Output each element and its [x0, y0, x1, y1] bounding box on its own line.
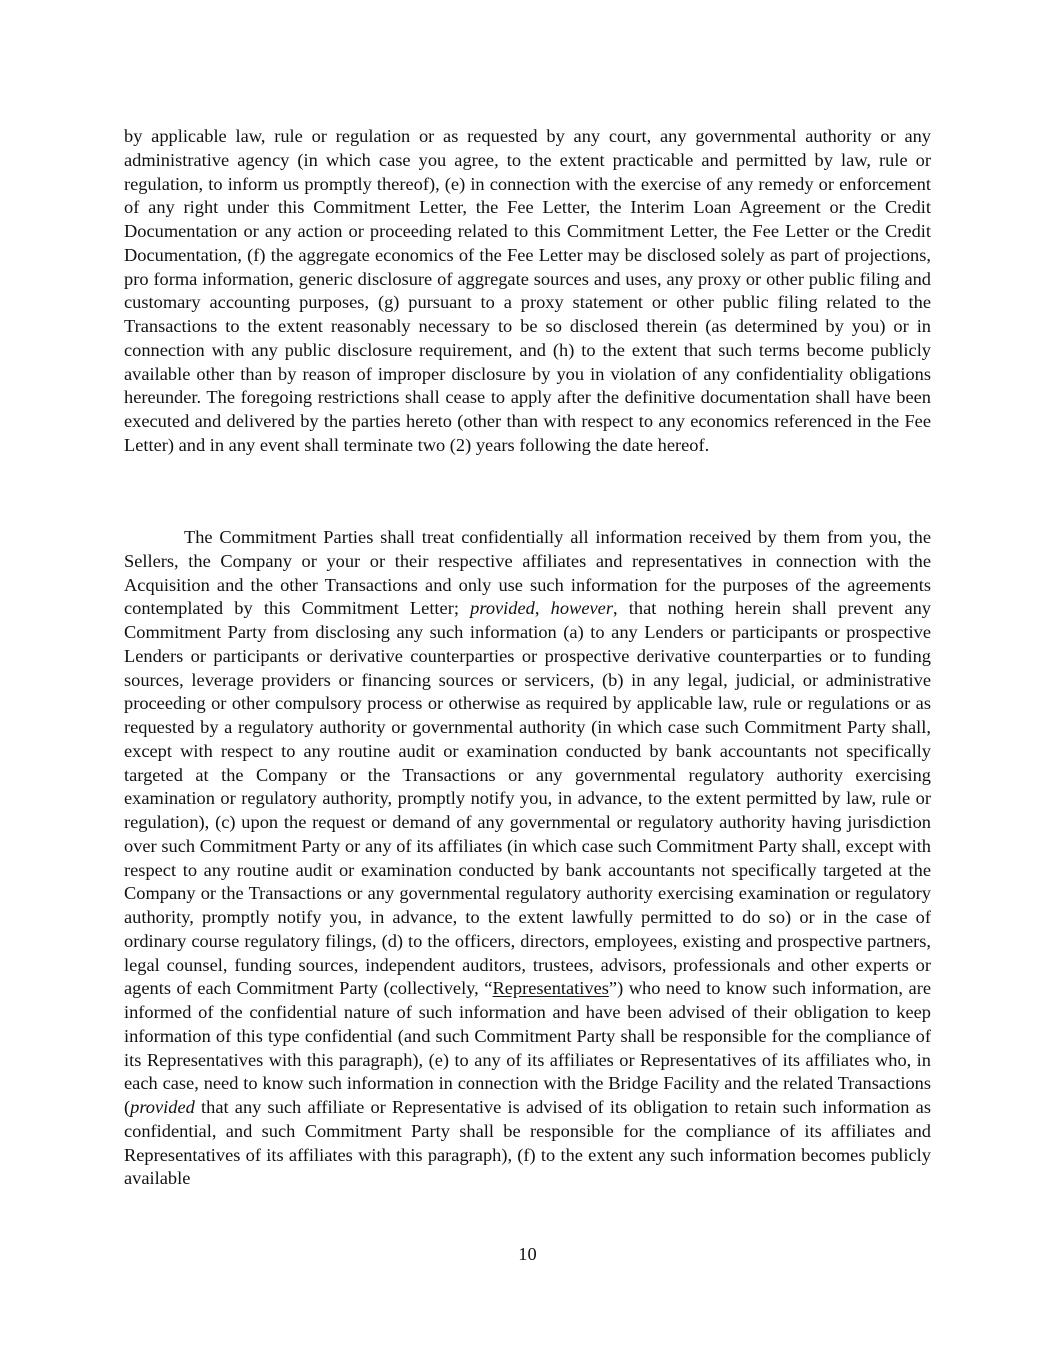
body-paragraph-1: by applicable law, rule or regulation or as requested by any court, any governmental authority or any administrative agency (in which case you agree, to the extent practicable and permitted by law, rule or regulation, to inform us promptly thereof), (e) in connection with the exercise of any remedy or enforcement of any right under this Commitment Letter, the Fee Letter, the Interim Loan Agreement or the Credit Documentation or any action or proceeding related to this Commitment Letter, the Fee Letter or the Credit Documentation, (f) the aggregate economics of the Fee Letter may be disclosed solely as part of projections, pro forma information, generic disclosure of aggregate sources and uses, any proxy or other public filing and customary accounting purposes, (g) pursuant to a proxy statement or other public filing related to the Transactions to the extent reasonably necessary to be so disclosed therein (as determined by you) or in connection with any public disclosure requirement, and (h) to the extent that such terms become publicly available other than by reason of improper disclosure by you in violation of any confidentiality obligations hereunder. The foregoing restrictions shall cease to apply after the definitive documentation shall have been executed and delivered by the parties hereto (other than with respect to any economics referenced in the Fee Letter) and in any event shall terminate two (2) years following the date hereof.	[124, 126, 931, 455]
paragraph-text: ”) who need to know such information, are informed of the confidential nature of such information and have been advised of their obligation to keep information of this type confidential (and such Commitment Party shall be responsible for the compliance of its Representatives with this paragraph), (e) to any of its affiliates or Representatives of its affiliates who, in each case, need to know such information in connection with the Bridge Facility and the related Transactions (	[124, 978, 931, 1117]
emphasis-provided: provided	[470, 598, 535, 619]
paragraph-text: , that nothing herein shall prevent any Commitment Party from disclosing any such information (a) to any Lenders or participants or prospective Lenders or participants or derivative counterparties or prospective derivative counterparties or to funding sources, leverage providers or financing sources or servicers, (b) in any legal, judicial, or administrative proceeding or other compulsory process or otherwise as required by applicable law, rule or regulations or as requested by a regulatory authority or governmental authority (in which case such Commitment Party shall, except with respect to any routine audit or examination conducted by bank accountants not specifically targeted at the Company or the Transactions or any governmental regulatory authority exercising examination or regulatory authority, promptly notify you, in advance, to the extent permitted by law, rule or regulation), (c) upon the request or demand of any governmental or regulatory authority having jurisdiction over such Commitment Party or any of its affiliates (in which case such Commitment Party shall, except with respect to any routine audit or examination conducted by bank accountants not specifically targeted at the Company or the Transactions or any governmental regulatory authority exercising examination or regulatory authority, promptly notify you, in advance, to the extent lawfully permitted to do so) or in the case of ordinary course regulatory filings, (d) to the officers, directors, employees, existing and prospective partners, legal counsel, funding sources, independent auditors, trustees, advisors, professionals and other experts or agents of each Commitment Party (collectively, “	[124, 598, 931, 999]
body-paragraph-2	[124, 526, 931, 1191]
emphasis-however: however	[550, 598, 613, 619]
paragraph-text: ,	[534, 598, 551, 619]
defined-term-representatives: Representatives	[492, 978, 609, 999]
emphasis-provided: provided	[130, 1097, 195, 1117]
paragraph-text: that any such affiliate or Representative is advised of its obligation to retain such information as confidential, and such Commitment Party shall be responsible for the compliance of its affiliates and Representatives of its affiliates with this paragraph), (f) to the extent any such information becomes publicly available	[124, 1097, 931, 1189]
paragraph-text: The Commitment Parties shall treat confidentially all information received by them from you, the Sellers, the Company or your or their respective affiliates and representatives in connection with the Acquisition and the other Transactions and only use such information for the purposes of the agreements contemplated by this Commitment Letter;	[124, 527, 931, 619]
page-number: 10	[518, 1244, 537, 1264]
